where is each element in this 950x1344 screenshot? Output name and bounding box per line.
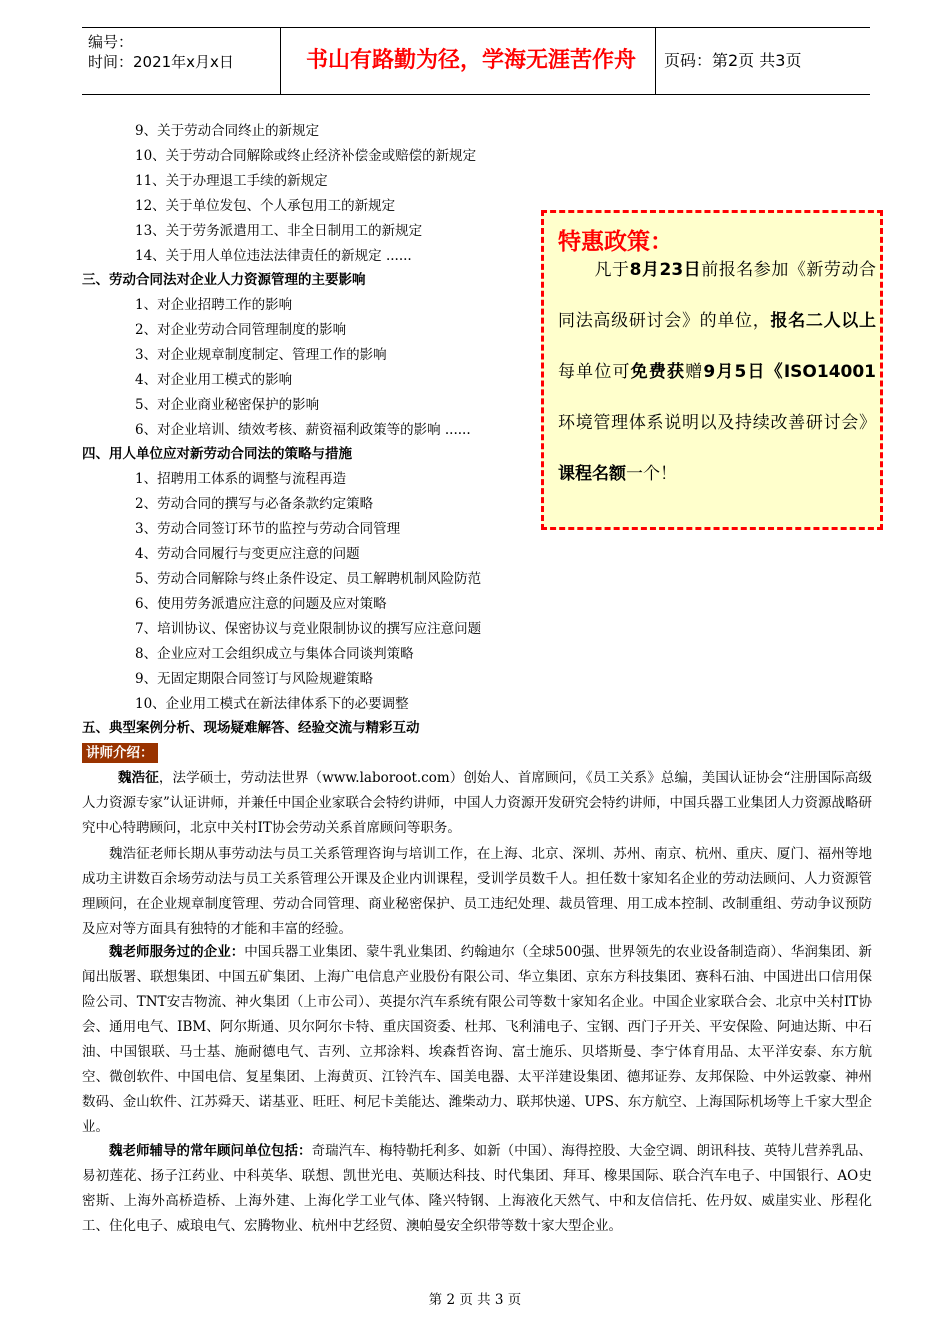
lecturer-bio-text: ，法学硕士，劳动法世界（www.laboroot.com）创始人、首席顾问，《员工关系》总编，美国认证协会“注册国际高级人力资源专家”认证讲师，并兼任中国企业家联合会特约讲师，中国人力资源开发研究会特约讲师，中国兵器工业集团人力资源战略研究中心特聘顾问，北京中关村IT协会劳动关系首席顾问等职务。: [82, 770, 873, 836]
section-heading: 三、劳动合同法对企业人力资源管理的主要影响: [82, 272, 366, 288]
list-item: 2、对企业劳动合同管理制度的影响: [135, 322, 347, 338]
time-label: 时间：2021年x月x日: [88, 53, 234, 71]
header-motto: 书山有路勤为径，学海无涯苦作舟: [305, 48, 636, 73]
list-item: 11、关于办理退工手续的新规定: [135, 173, 328, 189]
number-label: 编号：: [88, 33, 134, 51]
promotion-text: 凡于8月23日前报名参加《新劳动合同法高级研讨会》的单位，报名二人以上每单位可免费获赠9月5日《ISO14001环境管理体系说明以及持续改善研讨会》课程名额一个！: [558, 260, 877, 484]
served-clients: [82, 940, 872, 1140]
list-item: 7、培训协议、保密协议与竞业限制协议的撰写应注意问题: [135, 621, 482, 637]
advisory-clients-label: 魏老师辅导的常年顾问单位包括：: [109, 1143, 312, 1159]
page-footer: 第 2 页 共 3 页: [428, 1292, 522, 1308]
section-heading: 五、典型案例分析、现场疑难解答、经验交流与精彩互动: [82, 720, 420, 736]
list-item: 9、无固定期限合同签订与风险规避策略: [135, 671, 374, 687]
list-item: 12、关于单位发包、个人承包用工的新规定: [135, 198, 396, 214]
list-item: 1、招聘用工体系的调整与流程再造: [135, 471, 347, 487]
lecturer-intro-label: 讲师介绍：: [82, 743, 158, 763]
promotion-title: 特惠政策：: [558, 229, 673, 255]
page-header: [82, 27, 870, 95]
list-item: 3、对企业规章制度制定、管理工作的影响: [135, 347, 387, 363]
list-item: 9、关于劳动合同终止的新规定: [135, 123, 320, 139]
advisory-clients: [82, 1139, 872, 1239]
list-item: 3、劳动合同签订环节的监控与劳动合同管理: [135, 521, 401, 537]
list-item: 6、使用劳务派遣应注意的问题及应对策略: [135, 596, 387, 612]
list-item: 4、对企业用工模式的影响: [135, 372, 293, 388]
advisory-clients-text: 奇瑞汽车、梅特勒托利多、如新（中国）、海得控股、大金空调、朗讯科技、英特儿营养乳品、易初莲花、扬子江药业、中科英华、联想、凯世光电、英顺达科技、时代集团、拜耳、橡果国际、联合汽车电子、中国银行、AO史密斯、上海外高桥造桥、上海外建、上海化学工业气体、隆兴特钢、上海液化天然气、中和友信信托、佐丹奴、威崖实业、彤程化工、住化电子、威琅电气、宏腾物业、杭州中艺经贸、澳帕曼安全织带等数十家大型企业。: [82, 1143, 873, 1234]
list-item: 10、企业用工模式在新法律体系下的必要调整: [135, 696, 409, 712]
list-item: 1、对企业招聘工作的影响: [135, 297, 293, 313]
lecturer-name: 魏浩征: [118, 770, 159, 786]
promotion-box: [541, 210, 883, 530]
served-clients-label: 魏老师服务过的企业：: [109, 944, 245, 960]
header-meta: [88, 32, 234, 72]
list-item: 4、劳动合同履行与变更应注意的问题: [135, 546, 360, 562]
section-heading: 四、用人单位应对新劳动合同法的策略与措施: [82, 446, 352, 462]
list-item: 10、关于劳动合同解除或终止经济补偿金或赔偿的新规定: [135, 148, 477, 164]
list-item: 5、对企业商业秘密保护的影响: [135, 397, 320, 413]
list-item: 6、对企业培训、绩效考核、薪资福利政策等的影响 ......: [135, 422, 471, 438]
lecturer-experience: 魏浩征老师长期从事劳动法与员工关系管理咨询与培训工作，在上海、北京、深圳、苏州、南京、杭州、重庆、厦门、福州等地成功主讲数百余场劳动法与员工关系管理公开课及企业内训课程，受训学员数千人。担任数十家知名企业的劳动法顾问、人力资源管理顾问，在企业规章制度管理、劳动合同管理、商业秘密保护、员工违纪处理、裁员管理、用工成本控制、改制重组、劳动争议预防及应对等方面具有独特的才能和丰富的经验。: [82, 846, 872, 937]
served-clients-text: 中国兵器工业集团、蒙牛乳业集团、约翰迪尔（全球500强、世界领先的农业设备制造商）、华润集团、新闻出版署、联想集团、中国五矿集团、上海广电信息产业股份有限公司、华立集团、京东方科技集团、赛科石油、中国进出口信用保险公司、TNT安吉物流、神火集团（上市公司）、英提尔汽车系统有限公司等数十家知名企业。中国企业家联合会、北京中关村IT协会、通用电气、IBM、阿尔斯通、贝尔阿尔卡特、重庆国资委、杜邦、飞利浦电子、宝钢、西门子开关、平安保险、阿迪达斯、中石油、中国银联、马士基、施耐德电气、吉列、立邦涂料、埃森哲咨询、富士施乐、贝塔斯曼、李宁体育用品、太平洋安泰、东方航空、微创软件、中国电信、复星集团、上海黄页、江铃汽车、国美电器、太平洋建设集团、德邦证券、友邦保险、中外运敦豪、神州数码、金山软件、江苏舜天、诺基亚、旺旺、柯尼卡美能达、潍柴动力、联邦快递、UPS、东方航空、上海国际机场等上千家大型企业。: [82, 944, 872, 1135]
header-divider: [655, 28, 656, 94]
list-item: 5、劳动合同解除与终止条件设定、员工解聘机制风险防范: [135, 571, 482, 587]
list-item: 8、企业应对工会组织成立与集体合同谈判策略: [135, 646, 414, 662]
list-item: 2、劳动合同的撰写与必备条款约定策略: [135, 496, 374, 512]
header-divider: [280, 28, 281, 94]
lecturer-bio: [82, 766, 872, 841]
list-item: 13、关于劳务派遣用工、非全日制用工的新规定: [135, 223, 423, 239]
list-item: 14、关于用人单位违法法律责任的新规定 ......: [135, 248, 412, 264]
header-page-info: 页码：第2页 共3页: [664, 51, 802, 70]
